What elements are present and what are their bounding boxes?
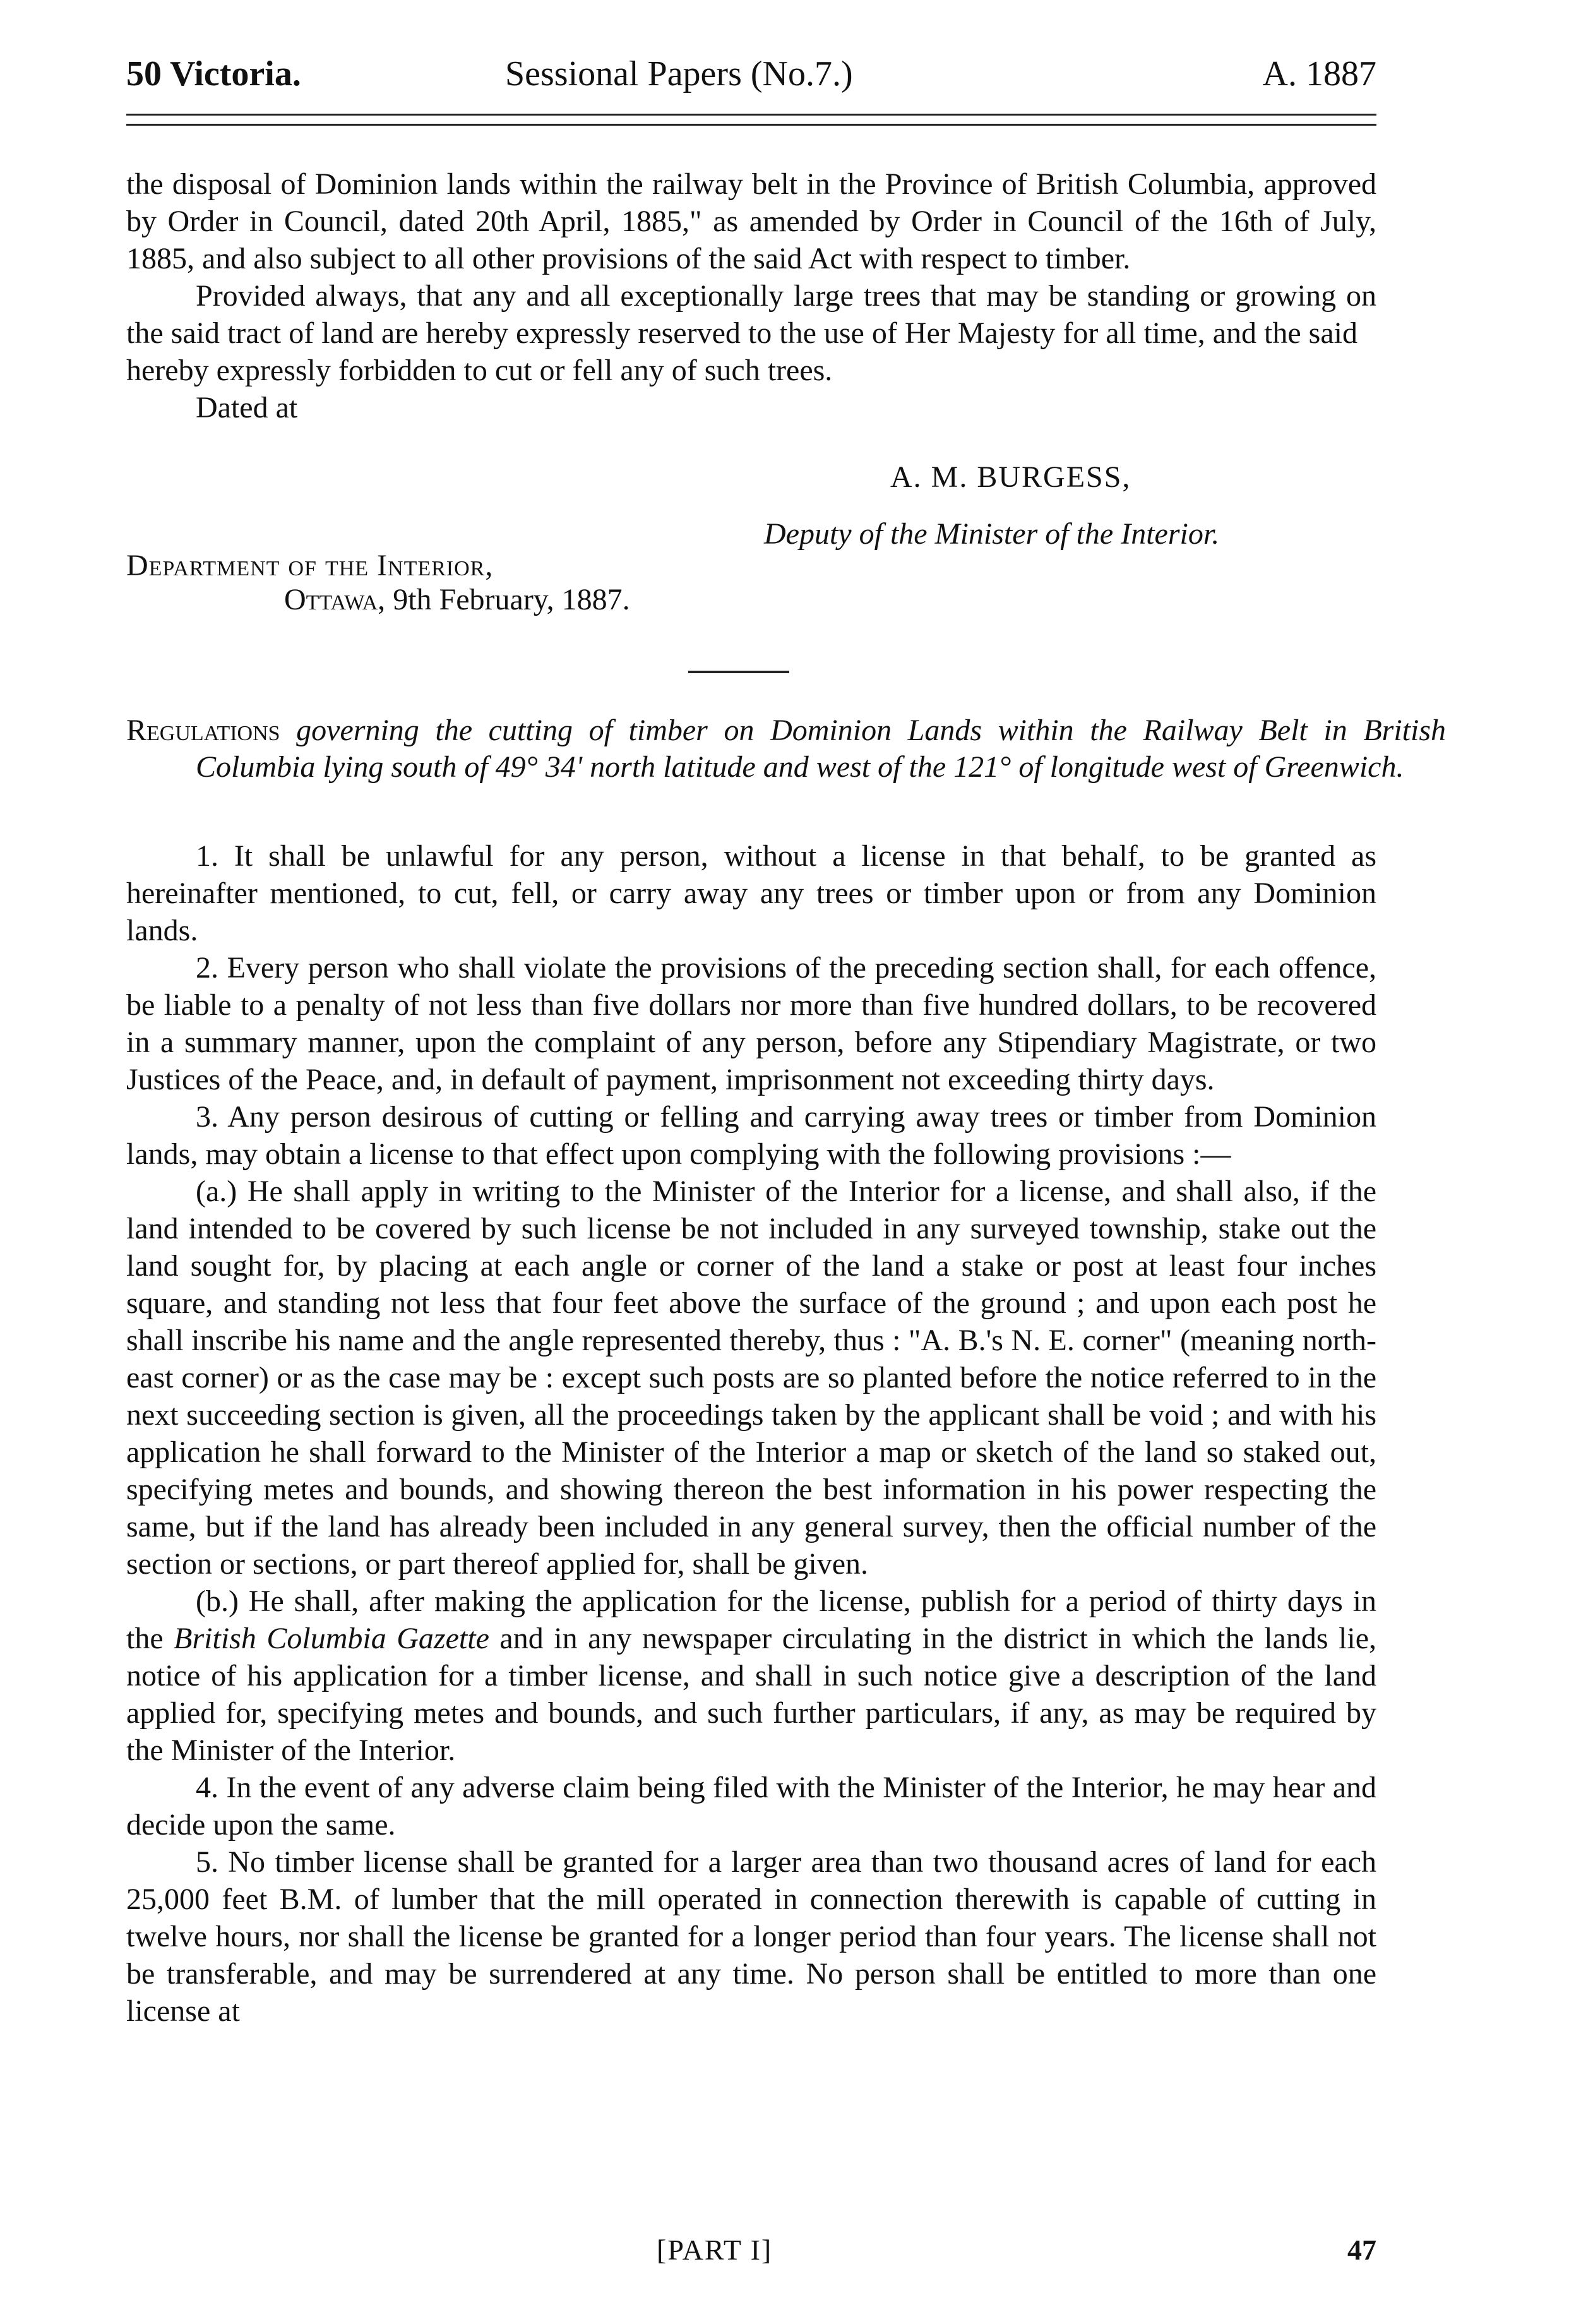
department-place-date [284,582,630,617]
header-rule-bottom [126,124,1376,126]
section-3b [126,1583,1376,1769]
regulations-heading-lead: Regulations [126,714,280,747]
top-paragraph: the disposal of Dominion lands within the railway belt in the Province of British Columbia, approved by Order in Council, dated 20th April, 1885," as amended by Order in Council of the 16th of July, 1885, and also subject to all other provisions of the said Act with respect to timber. [126,167,1376,275]
section-3b-gazette: British Columbia Gazette [174,1622,489,1655]
department-date: 9th February, 1887. [393,583,630,616]
running-head [126,45,1376,102]
signatory-title: Deputy of the Minister of the Interior. [764,517,1220,551]
proviso-paragraph: Provided always, that any and all exceptionally large trees that may be standing or growing on the said tract of land are hereby expressly reserved to the use of Her Majesty for all time, and the said [126,279,1376,350]
header-year: A. 1887 [1262,54,1376,93]
signatory-name: A. M. BURGESS, [890,460,1131,494]
opening-text [126,165,1376,426]
section-3a: (a.) He shall apply in writing to the Minister of the Interior for a license, and shall also, if the land intended to be covered by such license be not included in any surveyed township, stake out the land sought for, by placing at each angle or corner of the land a stake or post at least four inches square, and standing not less that four feet above the surface of the ground ; and upon each post he shall inscribe his name and the angle represented thereby, thus : "A. B.'s N. E. corner" (meaning north-east corner) or as the case may be : except such posts are so planted before the notice referred to in the next succeeding section is given, all the proceedings taken by the applicant shall be void ; and with his application he shall forward to the Minister of the Interior a map or sketch of the land so staked out, specifying metes and bounds, and showing thereon the best information in his power respecting the same, but if the land has already been included in any general survey, then the official number of the section or sections, or part thereof applied for, shall be given. [126,1175,1376,1581]
section-2: 2. Every person who shall violate the provisions of the preceding section shall, for each offence, be liable to a penalty of not less than five dollars nor more than five hundred dollars, to be recovered in a summary manner, upon the complaint of any person, before any Stipendiary Magistrate, or two Justices of the Peace, and, in default of payment, imprisonment not exceeding thirty days. [126,951,1376,1096]
header-sessional-papers: Sessional Papers (No.7.) [505,54,853,93]
header-rule-top [126,114,1376,116]
regulations-body [126,837,1376,2030]
header-session: 50 Victoria. [126,54,301,93]
regulations-heading [126,712,1446,786]
section-3b-post: and in any newspaper circulating in the district in which the lands lie, notice of his application for a timber license, and shall in such notice give a description of the land applied for, specifying metes and bounds, and such further particulars, if any, as may be required by the Minister of the Interior. [126,1622,1377,1767]
section-divider [688,671,789,673]
department-place: Ottawa, [284,583,386,616]
section-3: 3. Any person desirous of cutting or felling and carrying away trees or timber from Dominion lands, may obtain a license to that effect upon complying with the following provisions :— [126,1100,1376,1171]
footer-part: [PART I] [657,2234,773,2266]
page-number: 47 [1347,2234,1376,2266]
proviso-continuation: hereby expressly forbidden to cut or fell any of such trees. [126,354,833,387]
dated-line: Dated at [196,391,298,424]
section-3b-pre: (b.) He shall, after making the application for the license, publish for a period of thirty days in the [126,1584,1376,1655]
department-name: Department of the Interior, [126,549,494,582]
section-1: 1. It shall be unlawful for any person, without a license in that behalf, to be granted as hereinafter mentioned, to cut, fell, or carry away any trees or timber upon or from any Dominion lands. [126,839,1376,947]
section-4: 4. In the event of any adverse claim being filed with the Minister of the Interior, he may hear and decide upon the same. [126,1771,1376,1842]
section-5: 5. No timber license shall be granted for a larger area than two thousand acres of land for each 25,000 feet B.M. of lumber that the mill operated in connection therewith is capable of cutting in twelve hours, nor shall the license be granted for a longer period than four years. The license shall not be transferable, and may be surrendered at any time. No person shall be entitled to more than one license at [126,1845,1376,2028]
regulations-heading-text: governing the cutting of timber on Dominion Lands within the Railway Belt in British Columbia lying south of 49° 34' north latitude and west of the 121° of longitude west of Greenwich. [196,714,1446,784]
